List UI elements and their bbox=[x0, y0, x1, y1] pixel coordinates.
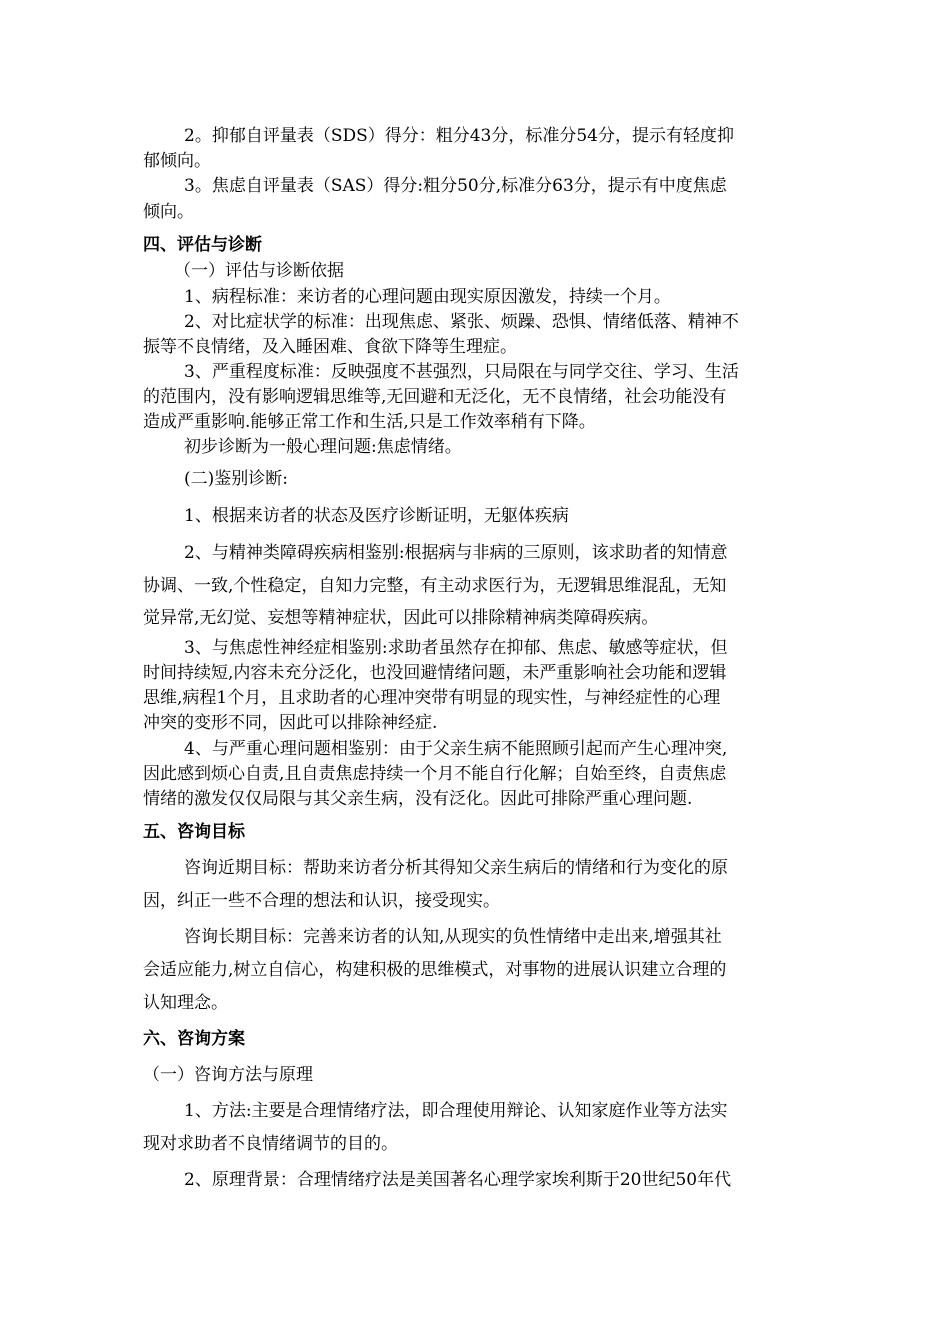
text-line: 认知理念。 bbox=[143, 993, 228, 1013]
text-line: 2、对比症状学的标准：出现焦虑、紧张、烦躁、恐惧、情绪低落、精神不 bbox=[184, 312, 739, 332]
section-heading: 五、咨询目标 bbox=[143, 822, 245, 842]
section-heading: 四、评估与诊断 bbox=[143, 235, 262, 255]
text-line: 现对求助者不良情绪调节的目的。 bbox=[143, 1134, 398, 1154]
text-line: 倾向。 bbox=[143, 202, 194, 222]
text-line: 咨询长期目标：完善来访者的认知,从现实的负性情绪中走出来,增强其社 bbox=[184, 927, 722, 947]
text-line: 郁倾向。 bbox=[143, 151, 211, 171]
section-heading: 六、咨询方案 bbox=[143, 1029, 245, 1049]
text-line: 2、原理背景：合理情绪疗法是美国著名心理学家埃利斯于20世纪50年代 bbox=[184, 1170, 732, 1190]
subsection-heading: （一）评估与诊断依据 bbox=[174, 261, 344, 281]
text-line: 情绪的激发仅仅局限与其父亲生病，没有泛化。因此可排除严重心理问题. bbox=[143, 789, 693, 809]
text-line: 2。抑郁自评量表（SDS）得分：粗分43分，标准分54分，提示有轻度抑 bbox=[184, 126, 735, 146]
text-line: 因此感到烦心自责,且自责焦虑持续一个月不能自行化解；自始至终，自责焦虑 bbox=[143, 764, 727, 784]
text-line: 时间持续短,内容未充分泛化，也没回避情绪问题，未严重影响社会功能和逻辑 bbox=[143, 663, 727, 683]
text-line: 初步诊断为一般心理问题:焦虑情绪。 bbox=[184, 437, 462, 457]
text-line: 3。焦虑自评量表（SAS）得分:粗分50分,标准分63分，提示有中度焦虑 bbox=[184, 176, 727, 196]
text-line: 觉异常,无幻觉、妄想等精神症状，因此可以排除精神病类障碍疾病。 bbox=[143, 608, 659, 628]
text-line: 1、病程标准：来访者的心理问题由现实原因激发，持续一个月。 bbox=[184, 287, 671, 307]
text-line: 4、与严重心理问题相鉴别：由于父亲生病不能照顾引起而产生心理冲突, bbox=[184, 739, 728, 759]
text-line: 冲突的变形不同，因此可以排除神经症. bbox=[143, 713, 438, 733]
text-line: 2、与精神类障碍疾病相鉴别:根据病与非病的三原则，该求助者的知情意 bbox=[184, 543, 728, 563]
text-line: 会适应能力,树立自信心，构建积极的思维模式，对事物的进展认识建立合理的 bbox=[143, 960, 727, 980]
text-line: 振等不良情绪，及入睡困难、食欲下降等生理症。 bbox=[143, 337, 517, 357]
text-line: 3、与焦虑性神经症相鉴别:求助者虽然存在抑郁、焦虑、敏感等症状，但 bbox=[184, 638, 728, 658]
text-line: 咨询近期目标：帮助来访者分析其得知父亲生病后的情绪和行为变化的原 bbox=[184, 858, 728, 878]
text-line: 3、严重程度标准：反映强度不甚强烈，只局限在与同学交往、学习、生活 bbox=[184, 362, 739, 382]
text-line: 的范围内，没有影响逻辑思维等,无回避和无泛化，无不良情绪，社会功能没有 bbox=[143, 387, 727, 407]
subsection-heading: （一）咨询方法与原理 bbox=[143, 1065, 313, 1085]
text-line: 1、方法:主要是合理情绪疗法，即合理使用辩论、认知家庭作业等方法实 bbox=[184, 1101, 728, 1121]
text-line: 因，纠正一些不合理的想法和认识，接受现实。 bbox=[143, 891, 500, 911]
text-line: 思维,病程1个月，且求助者的心理冲突带有明显的现实性，与神经症性的心理 bbox=[143, 688, 721, 708]
subsection-heading: (二)鉴别诊断: bbox=[184, 469, 288, 489]
text-line: 造成严重影响.能够正常工作和生活,只是工作效率稍有下降。 bbox=[143, 412, 596, 432]
text-line: 协调、一致,个性稳定，自知力完整，有主动求医行为，无逻辑思维混乱，无知 bbox=[143, 576, 727, 596]
text-line: 1、根据来访者的状态及医疗诊断证明，无躯体疾病 bbox=[184, 506, 569, 526]
